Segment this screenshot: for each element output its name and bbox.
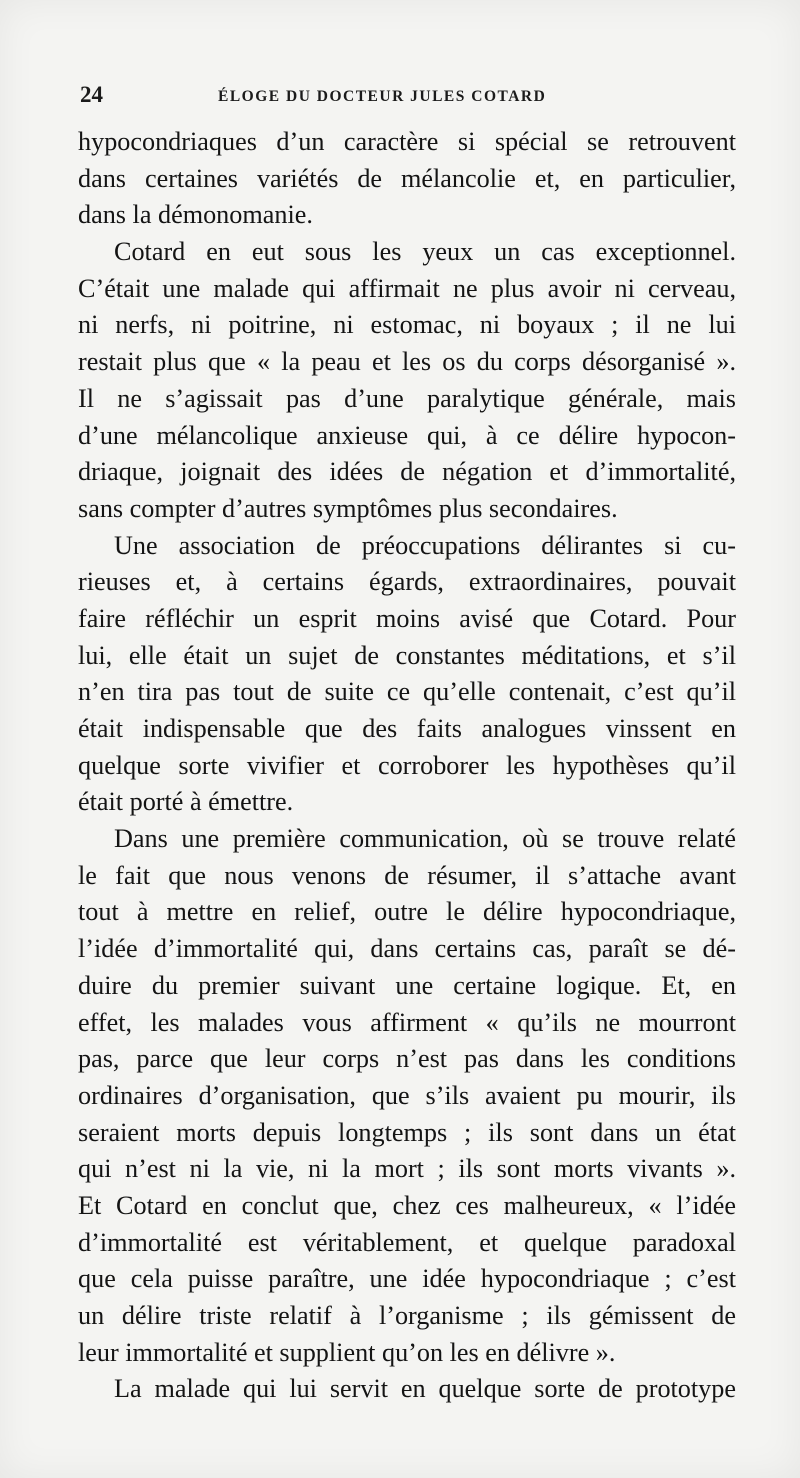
text-line: Il ne s’agissait pas d’une paralytique générale, mais (78, 383, 736, 413)
text-line: leur immortalité et supplient qu’on les en délivre ». (78, 1337, 616, 1367)
text-line: un délire triste relatif à l’organisme ; ils gémissent de (78, 1301, 736, 1330)
text-line: d’une mélancolique anxieuse qui, à ce délire hypocon- (78, 420, 736, 450)
text-line: n’en tira pas tout de suite ce qu’elle contenait, c’est qu’il (78, 677, 736, 707)
text-line: C’était une malade qui affirmait ne plus avoir ni cerveau, (78, 273, 736, 303)
text-line: ordinaires d’organisation, que s’ils avaient pu mourir, ils (78, 1080, 736, 1110)
text-line: dans certaines variétés de mélancolie et, en particulier, (78, 163, 736, 193)
text-line: driaque, joignait des idées de négation et d’immortalité, (78, 457, 736, 487)
text-line: dans la démonomanie. (78, 200, 313, 230)
text-line: sans compter d’autres symptômes plus secondaires. (78, 493, 618, 523)
text-line: ni nerfs, ni poitrine, ni estomac, ni boyaux ; il ne lui (78, 310, 736, 340)
text-line: pas, parce que leur corps n’est pas dans les conditions (78, 1044, 736, 1074)
body-text (78, 124, 736, 1408)
text-line: Une association de préoccupations délirantes si cu- (114, 530, 736, 560)
text-line: était indispensable que des faits analogues vinssent en (78, 714, 736, 743)
text-line: que cela puisse paraître, une idée hypocondriaque ; c’est (78, 1264, 736, 1294)
text-line: rieuses et, à certains égards, extraordinaires, pouvait (78, 567, 736, 597)
text-line: était porté à émettre. (78, 787, 294, 817)
text-line: le fait que nous venons de résumer, il s’attache avant (78, 860, 736, 890)
text-line: tout à mettre en relief, outre le délire hypocondriaque, (78, 897, 736, 927)
running-head: ÉLOGE DU DOCTEUR JULES COTARD (218, 88, 547, 105)
text-line: Dans une première communication, où se trouve relaté (114, 824, 736, 854)
text-line: d’immortalité est véritablement, et quelque paradoxal (78, 1227, 736, 1257)
text-line: Cotard en eut sous les yeux un cas exceptionnel. (114, 237, 736, 267)
text-line: lui, elle était un sujet de constantes méditations, et s’il (78, 640, 736, 670)
text-line: duire du premier suivant une certaine logique. Et, en (78, 970, 736, 1000)
text-line: qui n’est ni la vie, ni la mort ; ils sont morts vivants ». (78, 1154, 736, 1184)
page-number: 24 (80, 82, 103, 107)
text-line: hypocondriaques d’un caractère si spécial se retrouvent (78, 127, 736, 156)
text-line: l’idée d’immortalité qui, dans certains cas, paraît se dé- (78, 934, 736, 964)
text-line: quelque sorte vivifier et corroborer les hypothèses qu’il (78, 750, 736, 780)
text-line: effet, les malades vous affirment « qu’ils ne mourront (78, 1007, 736, 1037)
text-line: seraient morts depuis longtemps ; ils sont dans un état (78, 1117, 736, 1147)
text-line: restait plus que « la peau et les os du corps désorganisé ». (78, 347, 736, 377)
text-line: Et Cotard en conclut que, chez ces malheureux, « l’idée (78, 1190, 736, 1220)
page-header (80, 82, 728, 112)
text-line: faire réfléchir un esprit moins avisé que Cotard. Pour (78, 603, 736, 633)
text-line: La malade qui lui servit en quelque sorte de prototype (114, 1374, 736, 1404)
